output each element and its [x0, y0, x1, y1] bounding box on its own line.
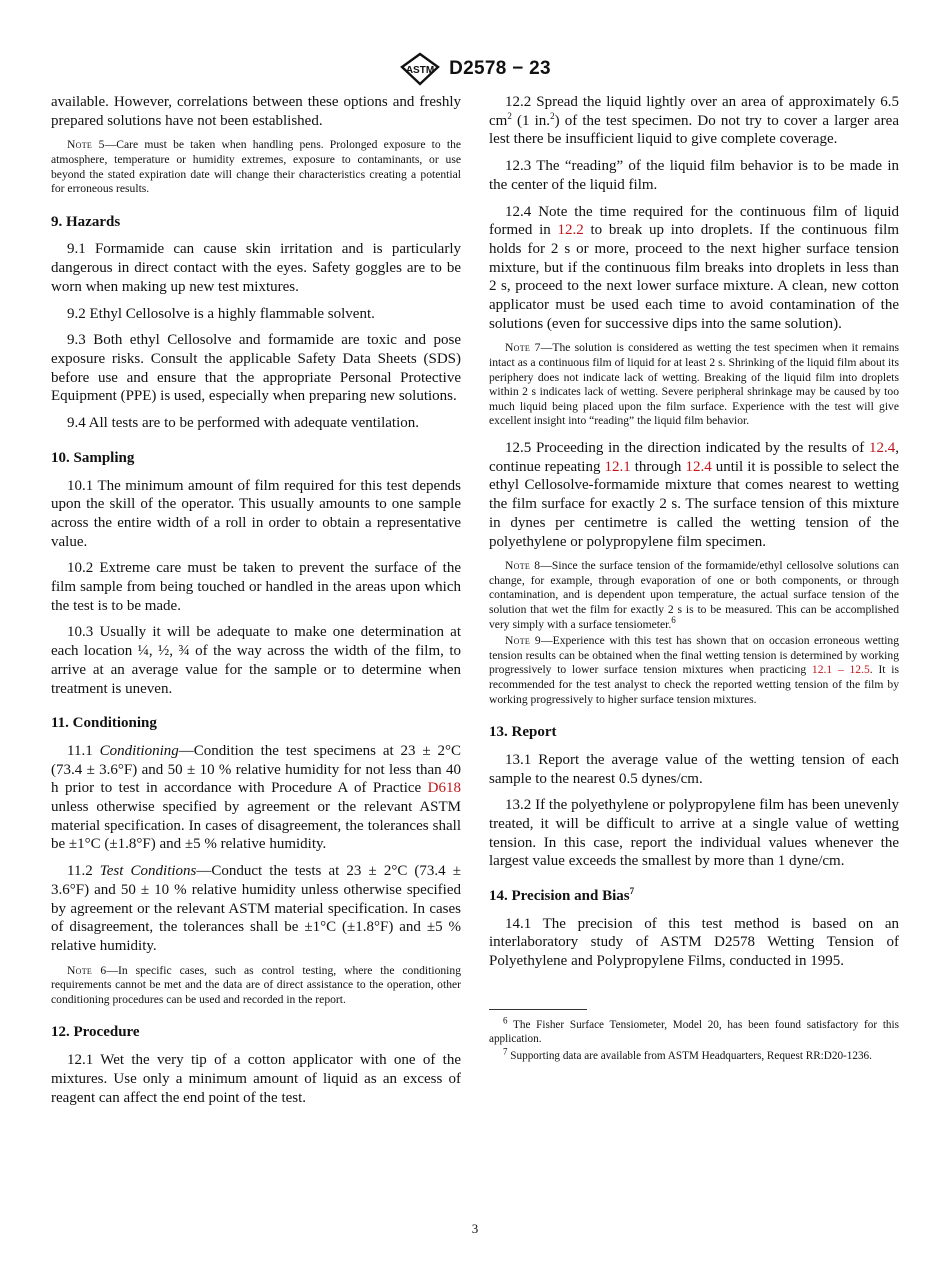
ref-link-12-1-12-5[interactable]: 12.1 – 12.5	[811, 663, 870, 677]
section-9-heading: 9. Hazards	[51, 213, 121, 230]
paragraph-12-2: 12.2 Spread the liquid lightly over an area of approximately 6.5 $cm^2$ (1 in.$^2$) of the test specimen. Do not try to cover a larger area lest there be insufficient liquid to give complete coverage.	[489, 94, 899, 148]
paragraph-12-5: 12.5 Proceeding in the direction indicated by the results of 12.4, continue repeating 12.1 through 12.4 until it is possible to select the ethyl Cellosolve-formamide mixture that comes nearest to wetting the film surface for exactly 2 s. The surface tension of this mixture in dynes per centimetre is called the wetting tension of the polyethylene or polypropylene film specimen.	[489, 440, 899, 550]
paragraph-12-1: 12.1 Wet the very tip of a cotton applicator with one of the mixtures. Use only a minimum amount of liquid as an excess of reagent can affect the end point of the test.	[51, 1052, 461, 1106]
ref-link-12-4-second[interactable]: 12.4	[685, 458, 712, 475]
page-header	[0, 52, 950, 86]
ref-link-d618[interactable]: D618	[427, 780, 461, 797]
note-8: Note 8—Since the surface tension of the formamide/ethyl cellosolve solutions can change, for example, through evaporation of one or both components, or through contamination, and is dependent upon temperature, the actual surface tension of the solution that wet the film for exactly 2 s is to be measured. This can be accomplished very simply with a surface tensiometer.$^6$	[489, 559, 900, 631]
note-9: Note 9—Experience with this test has shown that on occasion erroneous wetting tension results can be obtained when the final wetting tension is determined by working progressively to lower surface tension mixtures when practicing 12.1 – 12.5. It is recommended for the test analyst to check the reported wetting tension of the film by working progressively to higher surface tension mixtures.	[489, 634, 900, 706]
section-10-heading: 10. Sampling	[51, 449, 135, 466]
ref-link-12-2[interactable]: 12.2	[557, 222, 584, 239]
paragraph-13-2: 13.2 If the polyethylene or polypropylene film has been unevenly treated, it will be difficult to arrive at a single value of wetting tension. In this case, report the individual values whenever the largest value exceeds the smallest by more than 1 dyne/cm.	[489, 797, 899, 870]
section-12-heading: 12. Procedure	[51, 1024, 140, 1041]
section-14-heading: 14. Precision and Bias$^7$	[489, 886, 635, 905]
paragraph-11-2: 11.2 Test Conditions—Conduct the tests at 23 ± 2°C (73.4 ± 3.6°F) and 50 ± 10 % relative humidity unless otherwise specified by agreement or the relevant ASTM material specification. In cases of disagreement, the tolerances shall be ±1°C (±1.8°F) and ±5 % relative humidity.	[51, 863, 461, 954]
paragraph-10-1: 10.1 The minimum amount of film required for this test depends upon the skill of the operator. This usually amounts to one sample across the entire width of a roll in order to obtain a representative value.	[51, 477, 461, 550]
ref-link-12-1[interactable]: 12.1	[604, 458, 631, 475]
left-column	[51, 93, 461, 1115]
footnote-6: $^6$ The Fisher Surface Tensiometer, Model 20, has been found satisfactory for this application.	[489, 1015, 899, 1046]
astm-logo	[399, 52, 441, 86]
paragraph-11-1: 11.1 Conditioning—Condition the test specimens at 23 ± 2°C (73.4 ± 3.6°F) and 50 ± 10 % relative humidity for not less than 40 h prior to test in accordance with Procedure A of Practice D618 unless otherwise specified by agreement or the relevant ASTM material specification. In cases of disagreement, the tolerances shall be ±1°C (±1.8°F) and ±5 % relative humidity.	[51, 742, 462, 853]
paragraph-continued: available. However, correlations between these options and freshly prepared solutions have not been established.	[51, 94, 461, 129]
paragraph-12-4: 12.4 Note the time required for the continuous film of liquid formed in 12.2 to break up into droplets. If the continuous film holds for 2 s or more, proceed to the next higher surface tension mixture, but if the continuous film breaks into droplets in less than 2 s, proceed to the next lower surface mixture. A clean, new cotton applicator must be used each time to avoid contamination of the solutions (even for successive dips into the same solution).	[489, 203, 900, 332]
right-column	[489, 93, 899, 1065]
note-7: Note 7—The solution is considered as wetting the test specimen when it remains intact as a continuous film of liquid for at least 2 s. Shrinking of the liquid film about its periphery does not indicate lack of wetting. Breaking of the liquid film into droplets within 2 s indicates lack of wetting. Severe peripheral shrinkage may be caused by too much liquid being placed upon the film surface. Experience with the test will give excellent insight into “reading” the liquid film behavior.	[489, 341, 899, 428]
paragraph-9-3: 9.3 Both ethyl Cellosolve and formamide are toxic and pose exposure risks. Consult the applicable Safety Data Sheets (SDS) before use and ensure that the appropriate Personal Protective Equipment (PPE) is used, especially when preparing new solutions.	[51, 332, 461, 405]
paragraph-13-1: 13.1 Report the average value of the wetting tension of each sample to the nearest 0.5 dynes/cm.	[489, 751, 899, 787]
standard-designation: D2578 − 23	[449, 58, 551, 79]
paragraph-10-2: 10.2 Extreme care must be taken to prevent the surface of the film sample from being touched or handled in the areas upon which the test is to be made.	[51, 560, 461, 614]
paragraph-9-1: 9.1 Formamide can cause skin irritation and is particularly dangerous in direct contact with the eyes. Safety goggles are to be worn when making up new test mixtures.	[51, 241, 461, 295]
footnote-7: $^7$ Supporting data are available from ASTM Headquarters, Request RR:D20-1236.	[503, 1045, 872, 1062]
ref-link-12-4[interactable]: 12.4	[869, 440, 896, 456]
page-number: 3	[471, 1221, 479, 1236]
svg-text:ASTM: ASTM	[405, 65, 435, 76]
paragraph-14-1: 14.1 The precision of this test method is based on an interlaboratory study of ASTM D2578 Wetting Tension of Polyethylene and Polypropylene Films, conducted in 1995.	[489, 915, 899, 970]
paragraph-9-4: 9.4 All tests are to be performed with adequate ventilation.	[67, 415, 419, 432]
paragraph-10-3: 10.3 Usually it will be adequate to make one determination at each location ¼, ½, ¾ of the way across the width of the film, to arrive at an average value for the sample or to determine when treatment is uneven.	[51, 624, 461, 697]
section-11-heading: 11. Conditioning	[51, 715, 157, 732]
note-5: Note 5—Care must be taken when handling pens. Prolonged exposure to the atmosphere, temperature or humidity extremes, exposure to contaminants, or use beyond the stated expiration date will change their characteristics creating a potential for erroneous results.	[51, 138, 462, 196]
section-13-heading: 13. Report	[489, 724, 557, 741]
note-6: Note 6—In specific cases, such as control testing, where the conditioning requirements cannot be met and the data are of direct assistance to the operation, other conditioning procedures can be used and recorded in the report.	[51, 963, 461, 1006]
paragraph-9-2: 9.2 Ethyl Cellosolve is a highly flammable solvent.	[67, 305, 375, 322]
paragraph-12-3: 12.3 The “reading” of the liquid film behavior is to be made in the center of the liquid film.	[489, 158, 899, 193]
footnote-divider	[489, 1009, 587, 1010]
